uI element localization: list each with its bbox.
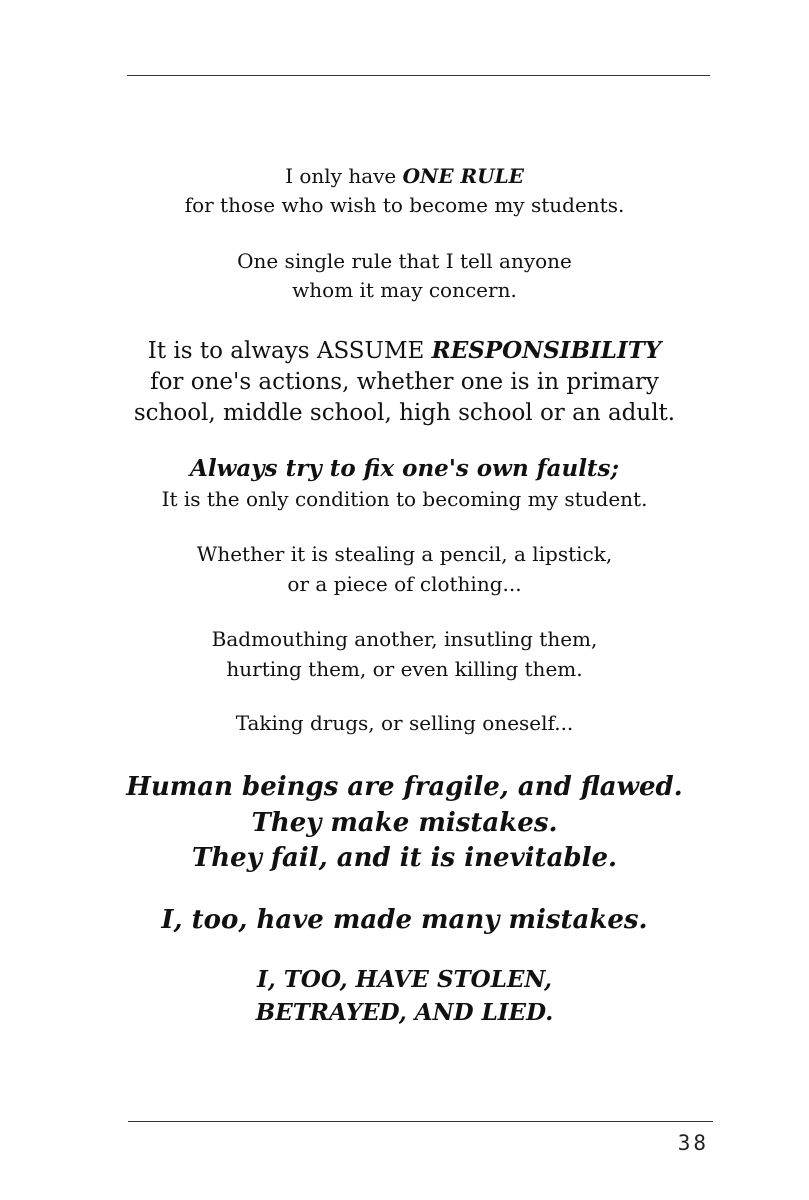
text-line: school, middle school, high school or an adult. [133,400,676,426]
text-line: Whether it is stealing a pencil, a lipstick, [196,542,613,566]
text-line: BETRAYED, AND LIED. [255,999,554,1026]
text-line [0,336,809,366]
page-number: 38 [677,1131,709,1155]
bottom-divider [128,1121,713,1122]
text-line: They make mistakes. [251,808,558,838]
text-line: Badmouthing another, insutling them, [211,627,598,651]
text-line: They fail, and it is inevitable. [191,843,618,873]
text-line: I, too, have made many mistakes. [161,905,648,935]
text-line: Always try to fix one's own faults; [189,455,619,482]
text-line: for those who wish to become my students. [184,193,625,217]
text-line: I, TOO, HAVE STOLEN, [257,966,552,993]
text-line: Taking drugs, or selling oneself... [235,711,574,735]
text-line: One single rule that I tell anyone [237,249,572,273]
text-span: It is to always ASSUME [147,338,432,364]
emphasis-span: RESPONSIBILITY [431,337,662,364]
text-line [0,162,809,190]
text-line: or a piece of clothing... [287,572,522,596]
text-line: whom it may concern. [292,278,517,302]
top-divider [127,75,710,76]
text-span: I only have [285,164,403,188]
text-line: It is the only condition to becoming my student. [161,487,648,511]
text-line: for one's actions, whether one is in primary [150,369,659,395]
text-line: Human beings are fragile, and flawed. [126,772,683,802]
emphasis-span: ONE RULE [402,164,524,188]
text-line: hurting them, or even killing them. [226,657,583,681]
